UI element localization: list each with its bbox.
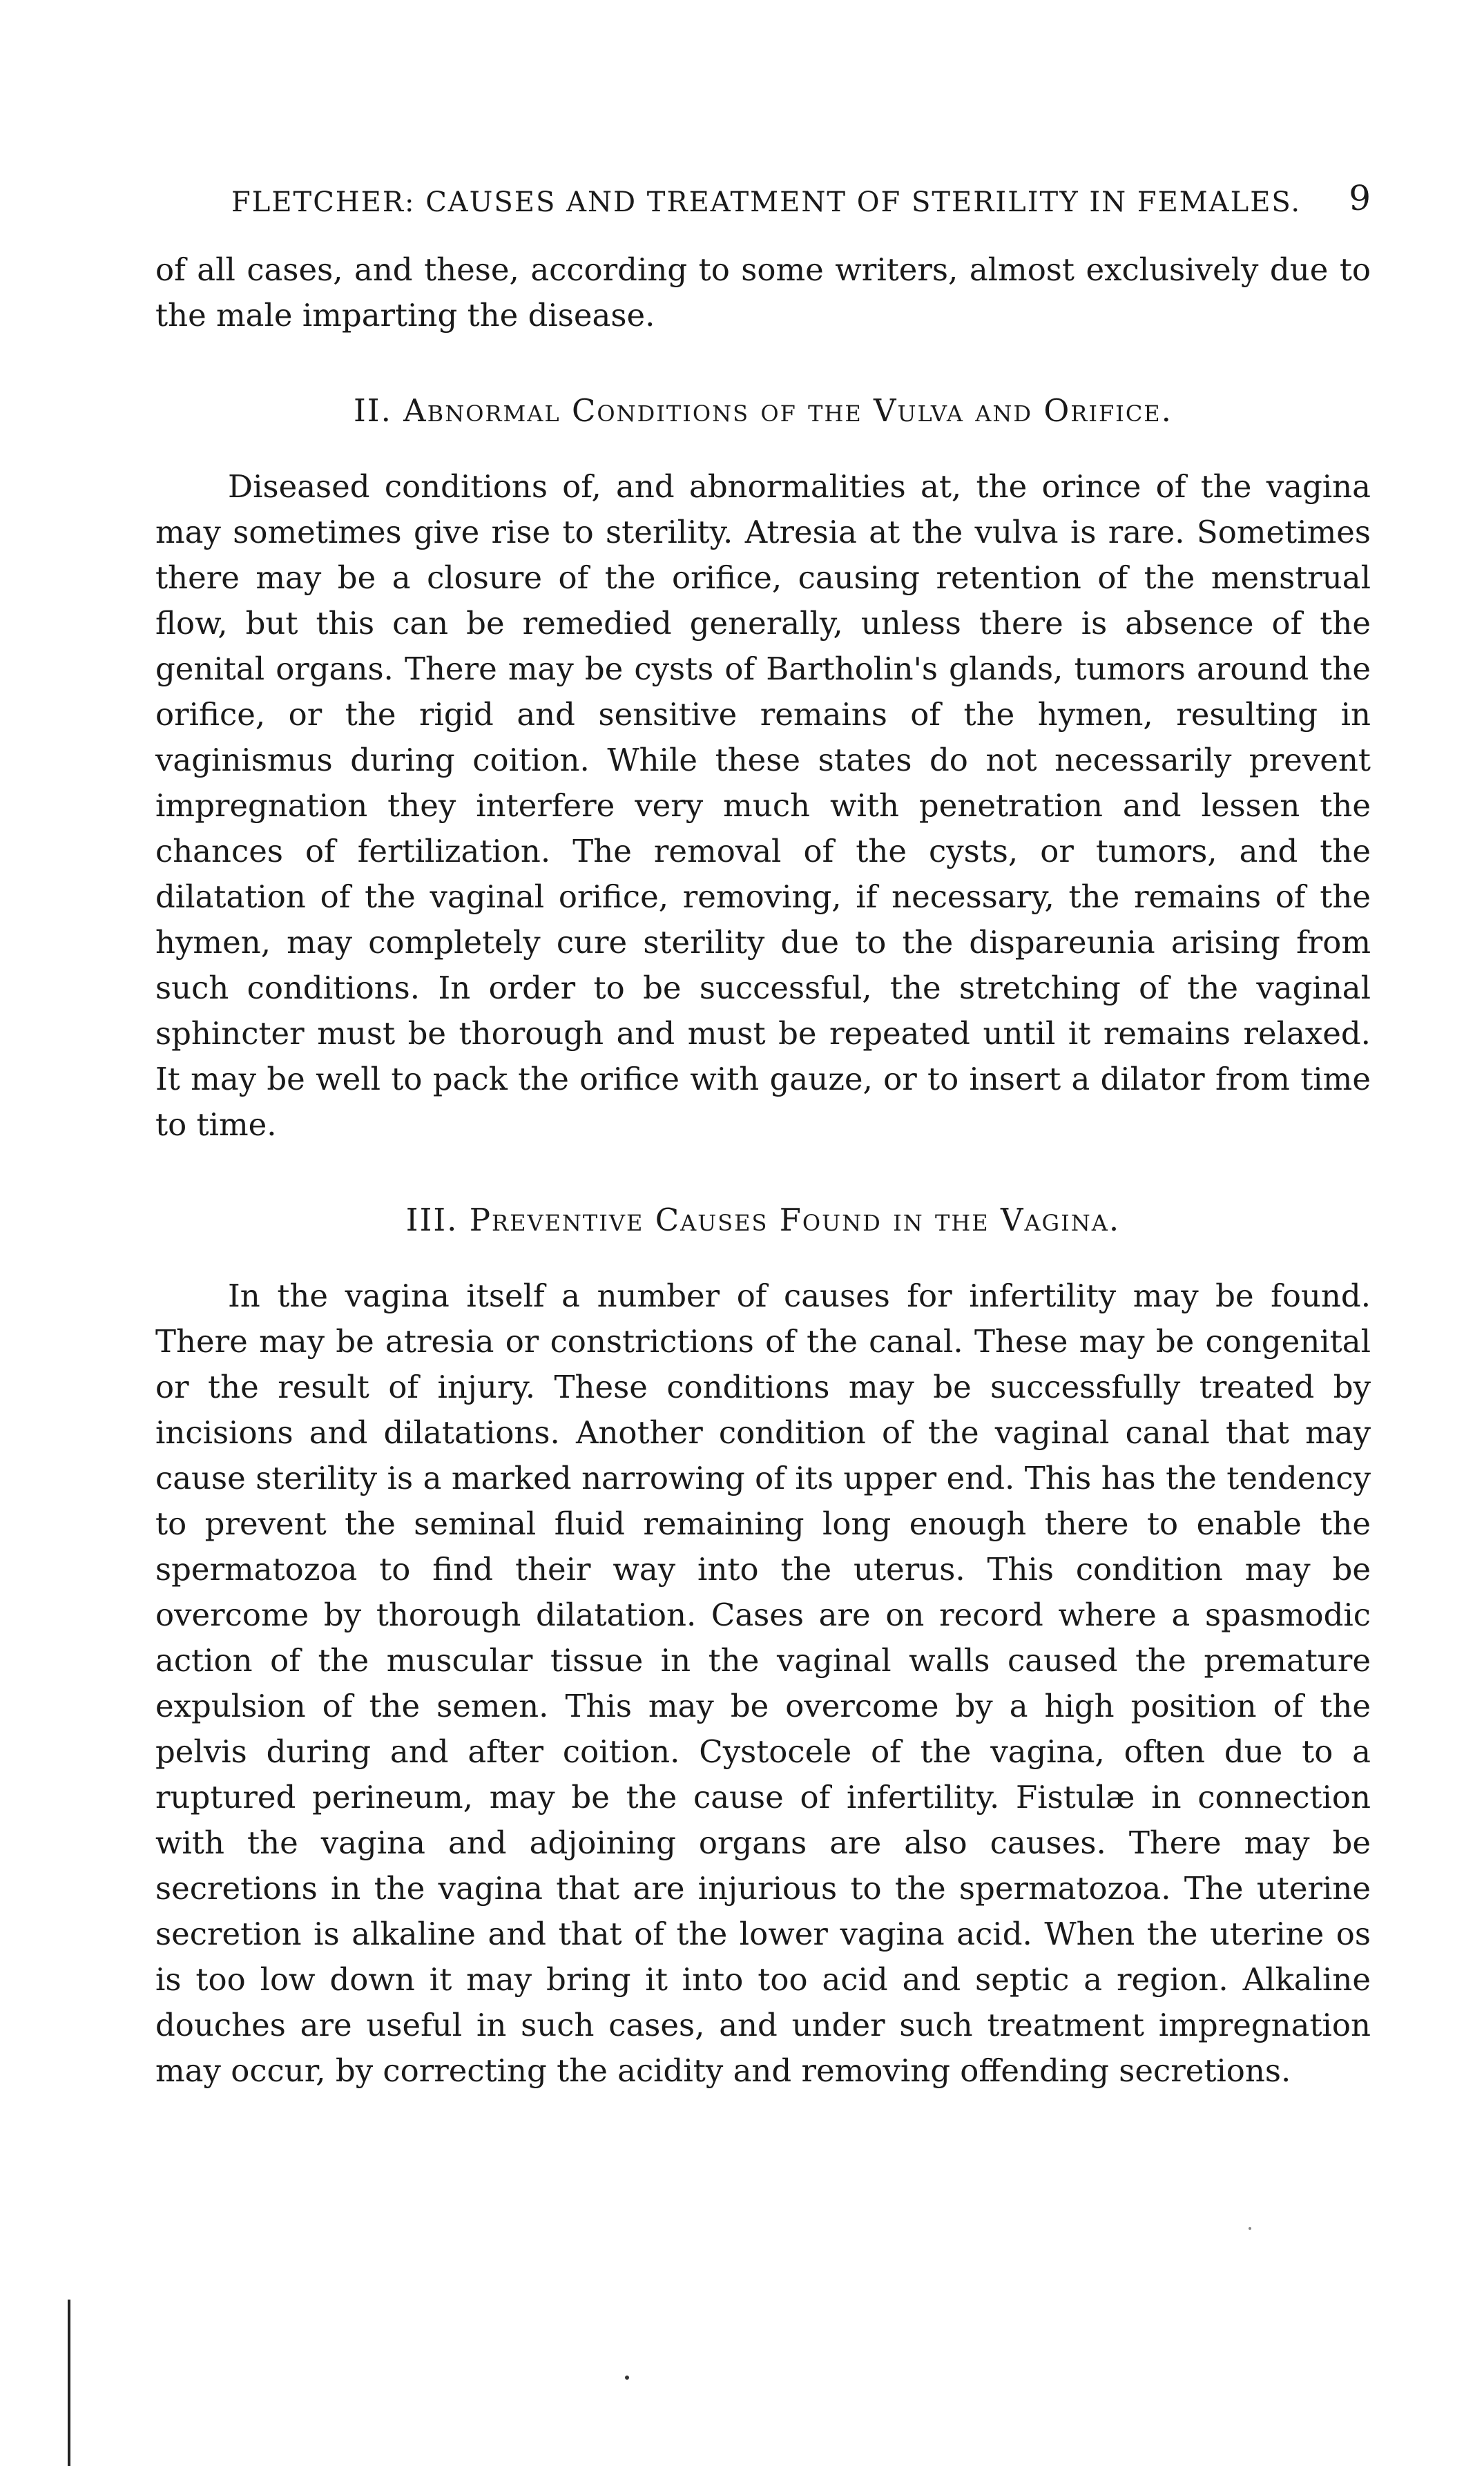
section-heading-vulva-orifice: II. Abnormal Conditions of the Vulva and Orifice. [354,392,1173,429]
book-page [155,173,1371,2094]
scan-edge-line [68,2300,70,2466]
running-head [155,173,1371,228]
paragraph-vagina: In the vagina itself a number of causes for infertility may be found. There may be atresia or constrictions of the canal. These may be congenital or the result of injury. These conditions may be successfully treated by incisions and dilatations. Another condition of the vaginal canal that may cause sterility is a marked narrowing of its upper end. This has the tendency to prevent the seminal fluid remaining long enough there to enable the spermatozoa to find their way into the uterus. This condition may be overcome by thorough dilatation. Cases are on record where a spasmodic action of the muscular tissue in the vaginal walls caused the premature expulsion of the semen. This may be overcome by a high position of the pelvis during and after coition. Cystocele of the vagina, often due to a ruptured perineum, may be the cause of infertility. Fistulæ in connection with the vagina and adjoining organs are also causes. There may be secretions in the vagina that are injurious to the spermatozoa. The uterine secretion is alkaline and that of the lower vagina acid. When the uterine os is too low down it may bring it into too acid and septic a region. Alkaline douches are useful in such cases, and under such treatment impregnation may occur, by correcting the acidity and removing offending secretions. [155,1278,1371,2089]
continuation-paragraph: of all cases, and these, according to some writers, almost exclusively due to the male imparting the disease. [155,251,1371,334]
paragraph-vulva-orifice: Diseased conditions of, and abnormalities at, the orince of the vagina may sometimes give rise to sterility. Atresia at the vulva is rare. Sometimes there may be a closure of the orifice, causing retention of the menstrual flow, but this can be remedied generally, unless there is absence of the genital organs. There may be cysts of Bartholin's glands, tumors around the orifice, or the rigid and sensitive remains of the hymen, resulting in vaginismus during coition. While these states do not necessarily prevent impregnation they interfere very much with penetration and lessen the chances of fertilization. The removal of the cysts, or tumors, and the dilatation of the vaginal orifice, removing, if necessary, the remains of the hymen, may completely cure sterility due to the dispareunia arising from such conditions. In order to be successful, the stretching of the vaginal sphincter must be thorough and must be repeated until it remains relaxed. It may be well to pack the orifice with gauze, or to insert a dilator from time to time. [155,468,1371,1143]
section-heading-vagina: III. Preventive Causes Found in the Vagina. [405,1202,1121,1238]
print-speck [625,2376,629,2380]
running-title: FLETCHER: CAUSES AND TREATMENT OF STERILITY IN FEMALES. [231,186,1302,218]
print-speck-small [1249,2227,1251,2230]
page-number: 9 [1349,178,1371,218]
